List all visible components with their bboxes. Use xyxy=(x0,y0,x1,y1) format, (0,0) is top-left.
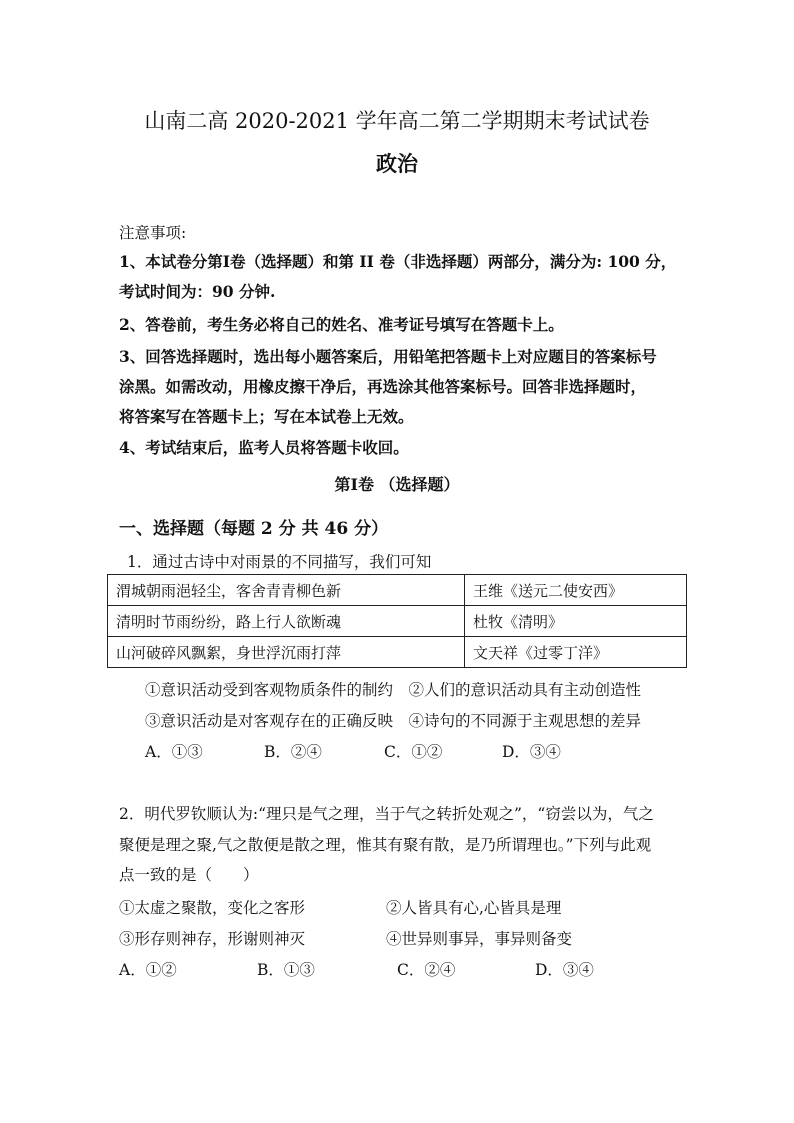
question-1-stem: 1．通过古诗中对雨景的不同描写，我们可知 xyxy=(127,553,432,571)
poem-table xyxy=(107,574,687,668)
question-1-item: ①意识活动受到客观物质条件的制约 ②人们的意识活动具有主动创造性 xyxy=(145,681,642,699)
choice-d: D．③④ xyxy=(502,743,561,761)
choice-b: B．②④ xyxy=(264,743,322,761)
notice-line: 考试时间为：90 分钟. xyxy=(119,282,276,301)
question-1-item: ③意识活动是对客观存在的正确反映 ④诗句的不同源于主观思想的差异 xyxy=(145,712,642,730)
notice-line: 2、答卷前，考生务必将自己的姓名、准考证号填写在答题卡上。 xyxy=(119,315,564,334)
question-2-item: ③形存则神存，形谢则神灭 xyxy=(119,930,306,948)
choice-a: A．①② xyxy=(119,961,177,979)
question-2-stem: 2．明代罗钦顺认为:“理只是气之理，当于气之转折处观之”，“窃尝以为，气之 xyxy=(119,805,654,823)
section-heading: 一、选择题（每题 2 分 共 46 分） xyxy=(119,519,389,539)
choice-d: D．③④ xyxy=(535,961,594,979)
poem-source: 杜牧《清明》 xyxy=(465,606,687,637)
table-row xyxy=(108,637,687,668)
part-heading: 第Ⅰ卷 （选择题） xyxy=(334,475,460,494)
question-2-item: ②人皆具有心,心皆具是理 xyxy=(386,899,562,917)
exam-title: 山南二高 2020-2021 学年高二第二学期期末考试试卷 xyxy=(144,109,650,133)
notice-heading: 注意事项: xyxy=(119,224,187,242)
exam-subject: 政治 xyxy=(376,151,418,176)
choice-b: B．①③ xyxy=(257,961,315,979)
notice-line: 4、考试结束后，监考人员将答题卡收回。 xyxy=(119,438,409,457)
question-2-stem: 聚便是理之聚,气之散便是散之理，惟其有聚有散，是乃所谓理也。”下列与此观 xyxy=(119,836,652,854)
table-row xyxy=(108,606,687,637)
notice-line: 1、本试卷分第Ⅰ卷（选择题）和第 II 卷（非选择题）两部分，满分为: 100 分， xyxy=(119,252,677,271)
choice-c: C．②④ xyxy=(397,961,456,979)
question-2-item: ④世异则事异，事异则备变 xyxy=(386,930,573,948)
poem-line: 渭城朝雨浥轻尘，客舍青青柳色新 xyxy=(108,575,465,606)
choice-a: A．①③ xyxy=(145,743,203,761)
notice-line: 将答案写在答题卡上；写在本试卷上无效。 xyxy=(119,407,414,426)
question-2-item: ①太虚之聚散，变化之客形 xyxy=(119,899,306,917)
question-2-stem: 点一致的是（ ） xyxy=(119,866,259,884)
table-row xyxy=(108,575,687,606)
choice-c: C．①② xyxy=(384,743,443,761)
poem-line: 山河破碎风飘絮，身世浮沉雨打萍 xyxy=(108,637,465,668)
notice-line: 3、回答选择题时，选出每小题答案后，用铅笔把答题卡上对应题目的答案标号 xyxy=(119,347,657,366)
poem-line: 清明时节雨纷纷，路上行人欲断魂 xyxy=(108,606,465,637)
poem-source: 王维《送元二使安西》 xyxy=(465,575,687,606)
poem-source: 文天祥《过零丁洋》 xyxy=(465,637,687,668)
notice-line: 涂黑。如需改动，用橡皮擦干净后，再选涂其他答案标号。回答非选择题时， xyxy=(119,377,647,396)
